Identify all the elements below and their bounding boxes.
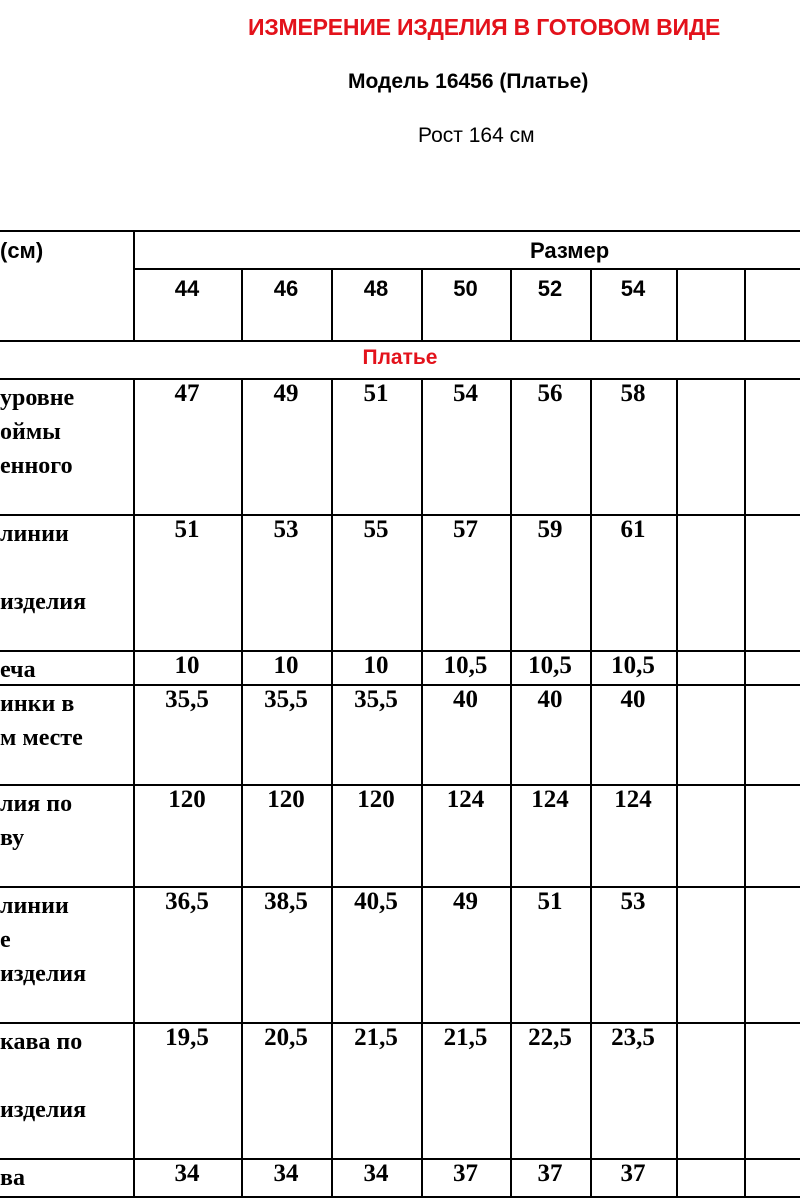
table-cell-value: 23,5 [611,1024,655,1051]
table-cell-value: 37 [537,1160,563,1187]
table-cell-value: 10,5 [611,652,655,679]
table-cell-value: 49 [273,380,299,407]
table-cell-value: 120 [168,786,206,813]
row-label-line [0,551,86,585]
row-label [0,1025,86,1127]
table-cell-value: 53 [620,888,646,915]
size-52: 52 [537,276,563,301]
size-col-divider [676,268,678,340]
table-cell-value: 35,5 [165,686,209,713]
row-label [0,787,72,855]
size-header: Размер [530,238,610,263]
table-cell-value: 40,5 [354,888,398,915]
table-cell-value: 35,5 [264,686,308,713]
table-cell-value: 19,5 [165,1024,209,1051]
row-label-line [0,1059,86,1093]
table-cell-value: 10,5 [528,652,572,679]
table-cell-value: 10 [174,652,200,679]
table-cell-value: 40 [537,686,563,713]
table-cell-value: 124 [446,786,485,813]
row-label-line: изделия [0,589,87,615]
size-col-divider [744,268,746,340]
table-cell-value: 59 [537,516,563,543]
table-cell-value: 34 [174,1160,200,1187]
table-cell-value: 40 [620,686,646,713]
body-col-divider [676,378,678,1196]
row-label-line: инки в [0,691,75,717]
row-label [0,687,83,755]
table-cell-value: 47 [174,380,200,407]
size-50: 50 [453,276,478,301]
table-cell-value: 124 [531,786,569,813]
row-label [0,517,86,619]
table-cell-value: 120 [357,786,395,813]
table-cell-value: 124 [614,786,652,813]
table-cell-value: 51 [174,516,200,543]
row-label [0,653,36,687]
row-label-line: ва [0,1165,25,1191]
corner-label: (см) [0,238,44,263]
row-label-line: оймы [0,419,61,445]
model-name: Модель 16456 (Платье) [348,70,589,93]
row-divider [0,1196,800,1198]
row-label-line: изделия [0,961,87,987]
row-label-line: енного [0,453,73,479]
table-cell-value: 54 [453,380,478,407]
table-cell-value: 40 [453,686,478,713]
table-cell-value: 57 [453,516,478,543]
row-label [0,381,74,483]
table-cell-value: 21,5 [443,1024,488,1051]
row-label-line: м месте [0,725,83,751]
table-cell-value: 120 [267,786,305,813]
table-cell-value: 37 [620,1160,646,1187]
section-label: Платье [362,346,438,369]
table-cell-value: 49 [453,888,478,915]
table-cell-value: 61 [620,516,646,543]
table-cell-value: 51 [537,888,563,915]
row-label [0,1161,25,1195]
body-col-divider [744,378,746,1196]
model-height: Рост 164 см [418,124,535,147]
row-label-line: линии [0,521,69,547]
table-cell-value: 55 [363,516,389,543]
row-label-line: кава по [0,1029,83,1055]
table-cell-value: 37 [453,1160,478,1187]
size-48: 48 [363,276,389,301]
table-cell-value: 20,5 [264,1024,308,1051]
table-cell-value: 34 [273,1160,299,1187]
table-cell-value: 10 [363,652,389,679]
table-border-top [0,230,800,232]
table-cell-value: 58 [620,380,646,407]
table-cell-value: 34 [363,1160,389,1187]
row-label-line: изделия [0,1097,87,1123]
table-cell-value: 35,5 [354,686,398,713]
size-54: 54 [620,276,646,301]
size-header-divider [133,268,800,270]
table-cell-value: 10 [273,652,299,679]
row-label-line: ву [0,825,25,851]
row-label-line: еча [0,657,36,683]
row-label-line: лия по [0,791,73,817]
table-cell-value: 38,5 [264,888,308,915]
table-cell-value: 22,5 [528,1024,572,1051]
row-label-line: уровне [0,385,75,411]
row-divider [0,340,800,342]
table-cell-value: 36,5 [165,888,209,915]
row-label-line: линии [0,893,69,919]
document-title: ИЗМЕРЕНИЕ ИЗДЕЛИЯ В ГОТОВОМ ВИДЕ [248,14,721,40]
row-label-line: е [0,927,11,953]
table-cell-value: 56 [537,380,563,407]
table-cell-value: 10,5 [443,652,488,679]
table-cell-value: 21,5 [354,1024,398,1051]
table-cell-value: 53 [273,516,299,543]
table-cell-value: 51 [363,380,389,407]
size-46: 46 [273,276,299,301]
row-label [0,889,86,991]
size-44: 44 [174,276,200,301]
